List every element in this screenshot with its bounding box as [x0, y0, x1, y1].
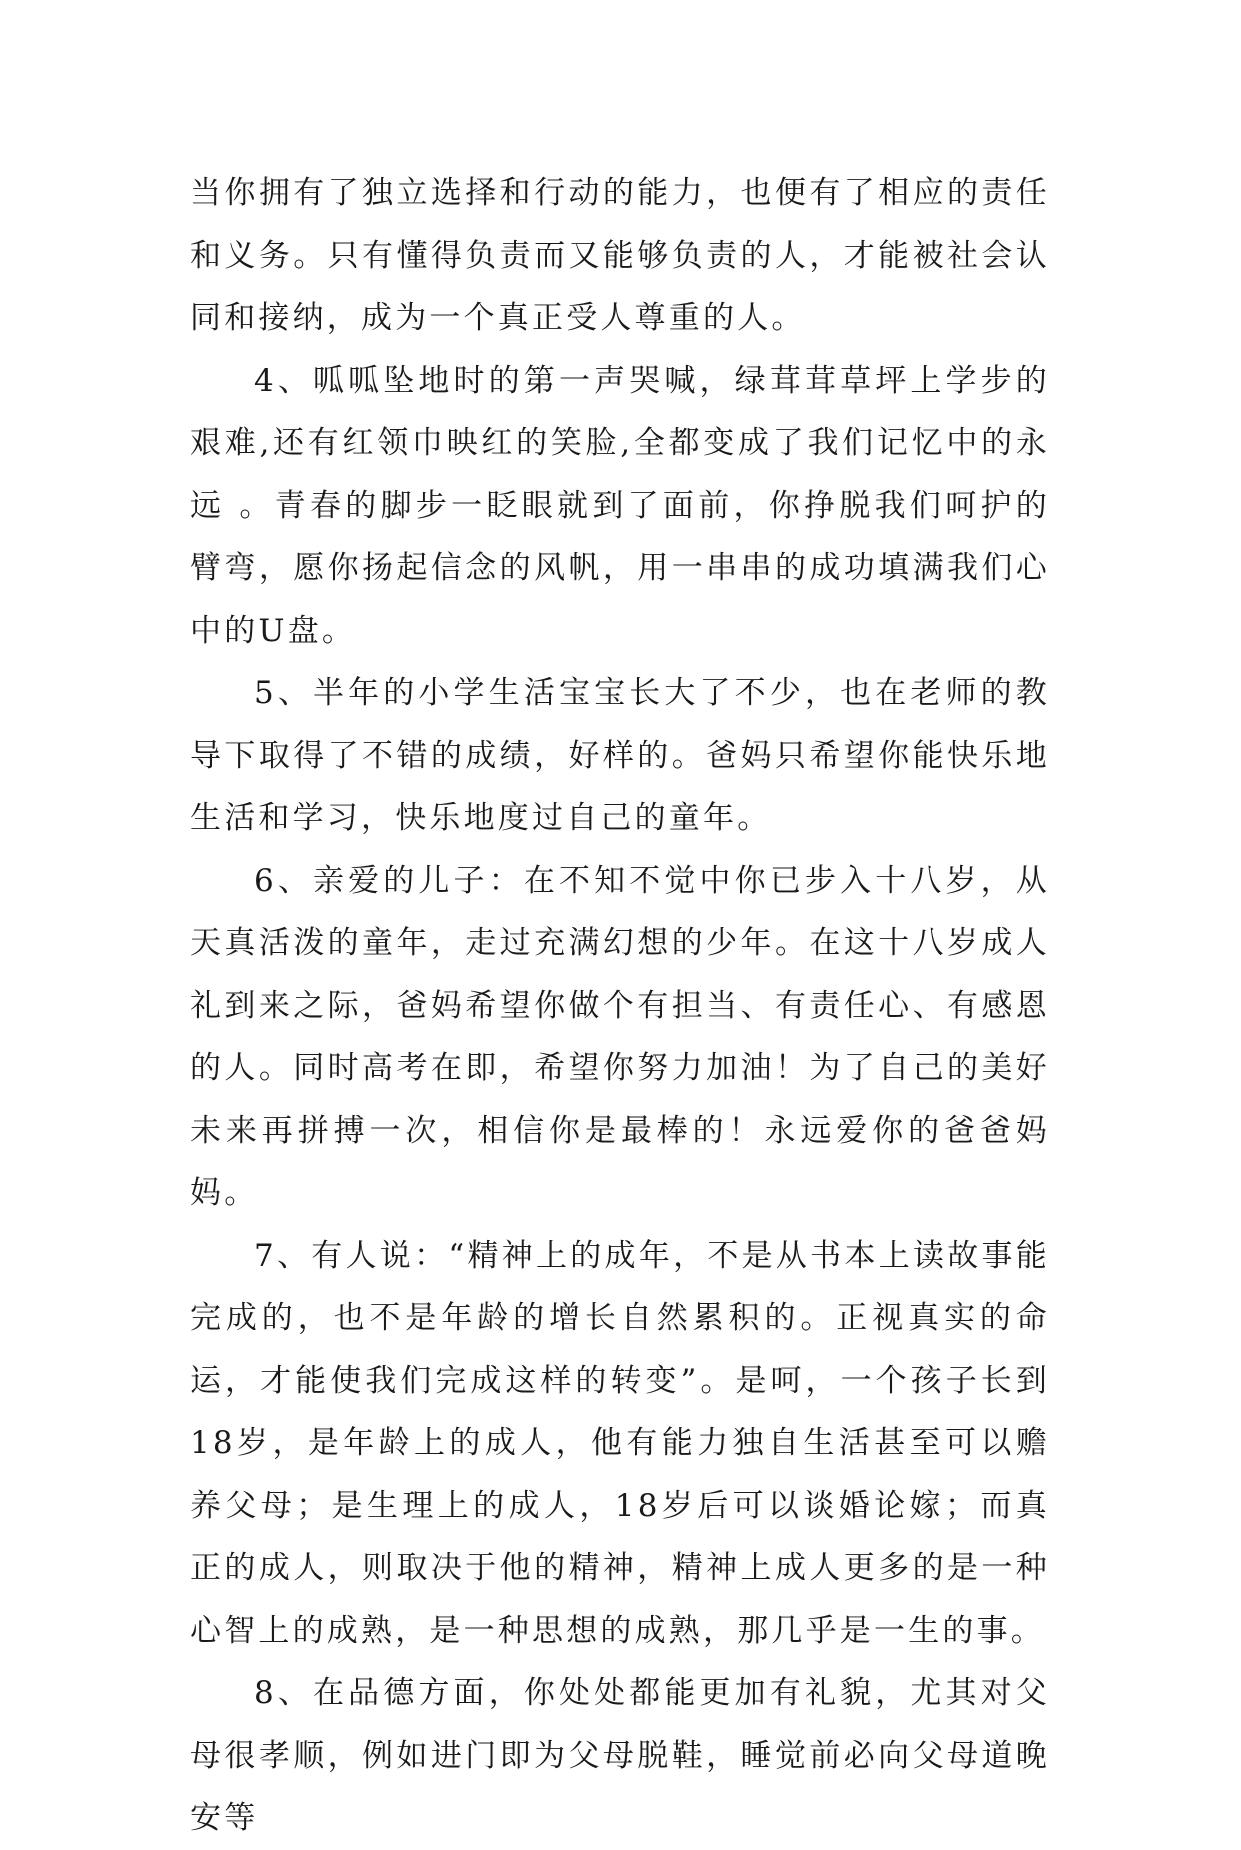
- paragraph-item-6: 6、亲爱的儿子：在不知不觉中你已步入十八岁，从天真活泼的童年，走过充满幻想的少年。在这十八岁成人礼到来之际，爸妈希望你做个有担当、有责任心、有感恩的人。同时高考在即，希望你努力加油！为了自己的美好未来再拼搏一次，相信你是最棒的！永远爱你的爸爸妈妈。: [190, 862, 1050, 1211]
- paragraph-item-7: 7、有人说：“精神上的成年，不是从书本上读故事能完成的，也不是年龄的增长自然累积的。正视真实的命运，才能使我们完成这样的转变”。是呵，一个孩子长到18岁，是年龄上的成人，他有能力独自生活甚至可以赡养父母；是生理上的成人，18岁后可以谈婚论嫁；而真正的成人，则取决于他的精神，精神上成人更多的是一种心智上的成熟，是一种思想的成熟，那几乎是一生的事。: [190, 1237, 1050, 1649]
- paragraph-continuation: 当你拥有了独立选择和行动的能力，也便有了相应的责任和义务。只有懂得负责而又能够负责的人，才能被社会认同和接纳，成为一个真正受人尊重的人。: [190, 175, 1050, 336]
- paragraph-item-5: 5、半年的小学生活宝宝长大了不少，也在老师的教导下取得了不错的成绩，好样的。爸妈只希望你能快乐地生活和学习，快乐地度过自己的童年。: [190, 675, 1050, 836]
- paragraph-item-4: 4、呱呱坠地时的第一声哭喊，绿茸茸草坪上学步的艰难,还有红领巾映红的笑脸,全都变成了我们记忆中的永远 。青春的脚步一眨眼就到了面前，你挣脱我们呵护的臂弯，愿你扬起信念的风帆，用一串串的成功填满我们心中的U盘。: [190, 362, 1050, 649]
- paragraph-item-8: 8、在品德方面，你处处都能更加有礼貌，尤其对父母很孝顺，例如进门即为父母脱鞋，睡觉前必向父母道晚安等: [190, 1675, 1050, 1836]
- document-body: [190, 162, 1050, 1850]
